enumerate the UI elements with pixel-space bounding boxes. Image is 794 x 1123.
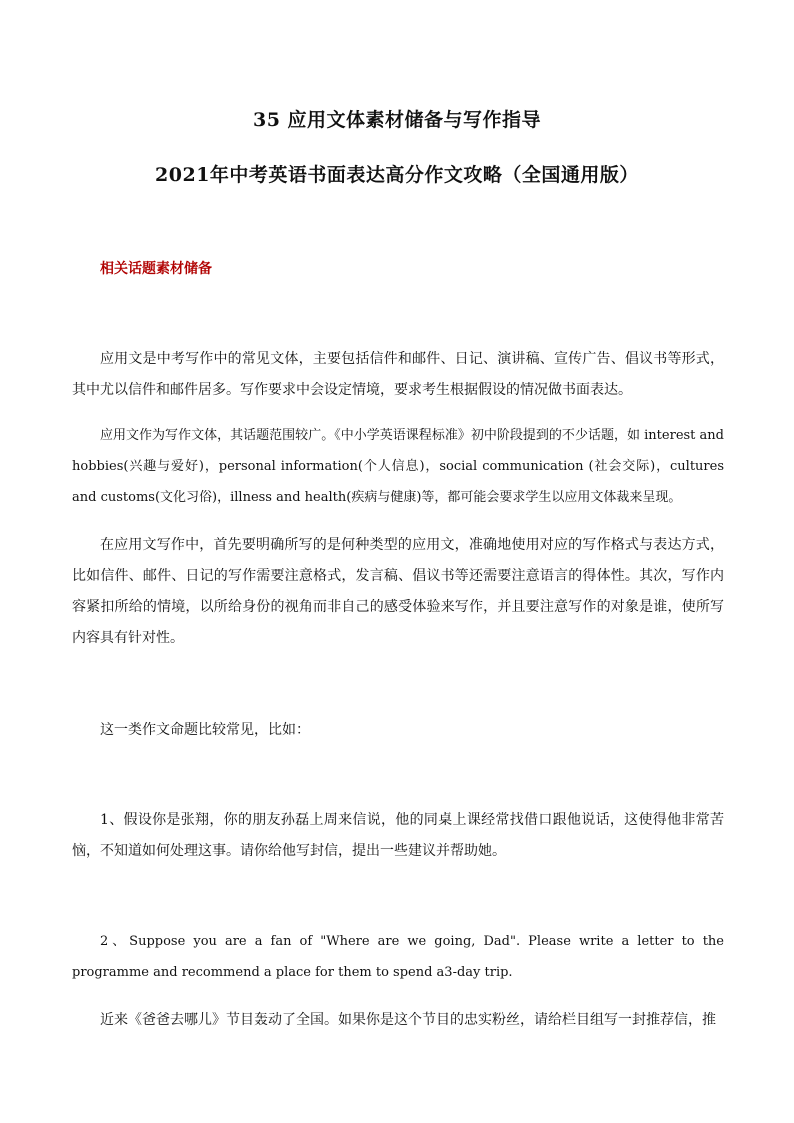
paragraph-topics: 应用文作为写作文体，其话题范围较广。《中小学英语课程标准》初中阶段提到的不少话题，如 interest and hobbies(兴趣与爱好)，personal information(个人信息)，social communication (社会交际)，cultures and customs(文化习俗)，illness and health(疾病与健康)等，都可能会要求学生以应用文体裁来呈现。 bbox=[72, 428, 724, 505]
paragraph-example-2-chinese: 近来《爸爸去哪儿》节目轰动了全国。如果你是这个节目的忠实粉丝，请给栏目组写一封推荐信，推 bbox=[100, 1012, 716, 1028]
paragraph-example-2: 2、Suppose you are a fan of "Where are we going, Dad". Please write a letter to the programme and recommend a place for them to spend a3-day trip. bbox=[72, 934, 724, 980]
document-subtitle: 2021年中考英语书面表达高分作文攻略（全国通用版） bbox=[155, 164, 639, 186]
paragraph-example-1: 1、假设你是张翔，你的朋友孙磊上周来信说，他的同桌上课经常找借口跟他说话，这使得他非常苦恼，不知道如何处理这事。请你给他写封信，提出一些建议并帮助她。 bbox=[72, 812, 724, 859]
section-heading: 相关话题素材储备 bbox=[100, 261, 212, 277]
paragraph-intro: 应用文是中考写作中的常见文体，主要包括信件和邮件、日记、演讲稿、宣传广告、倡议书等形式，其中尤以信件和邮件居多。写作要求中会设定情境，要求考生根据假设的情况做书面表达。 bbox=[72, 351, 724, 398]
document-title: 35 应用文体素材储备与写作指导 bbox=[252, 109, 542, 131]
paragraph-writing-advice: 在应用文写作中，首先要明确所写的是何种类型的应用文，准确地使用对应的写作格式与表达方式，比如信件、邮件、日记的写作需要注意格式，发言稿、倡议书等还需要注意语言的得体性。其次，写作内容紧扣所给的情境，以所给身份的视角而非自己的感受体验来写作，并且要注意写作的对象是谁，使所写内容具有针对性。 bbox=[72, 537, 724, 646]
paragraph-examples-intro: 这一类作文命题比较常见，比如： bbox=[100, 722, 310, 738]
